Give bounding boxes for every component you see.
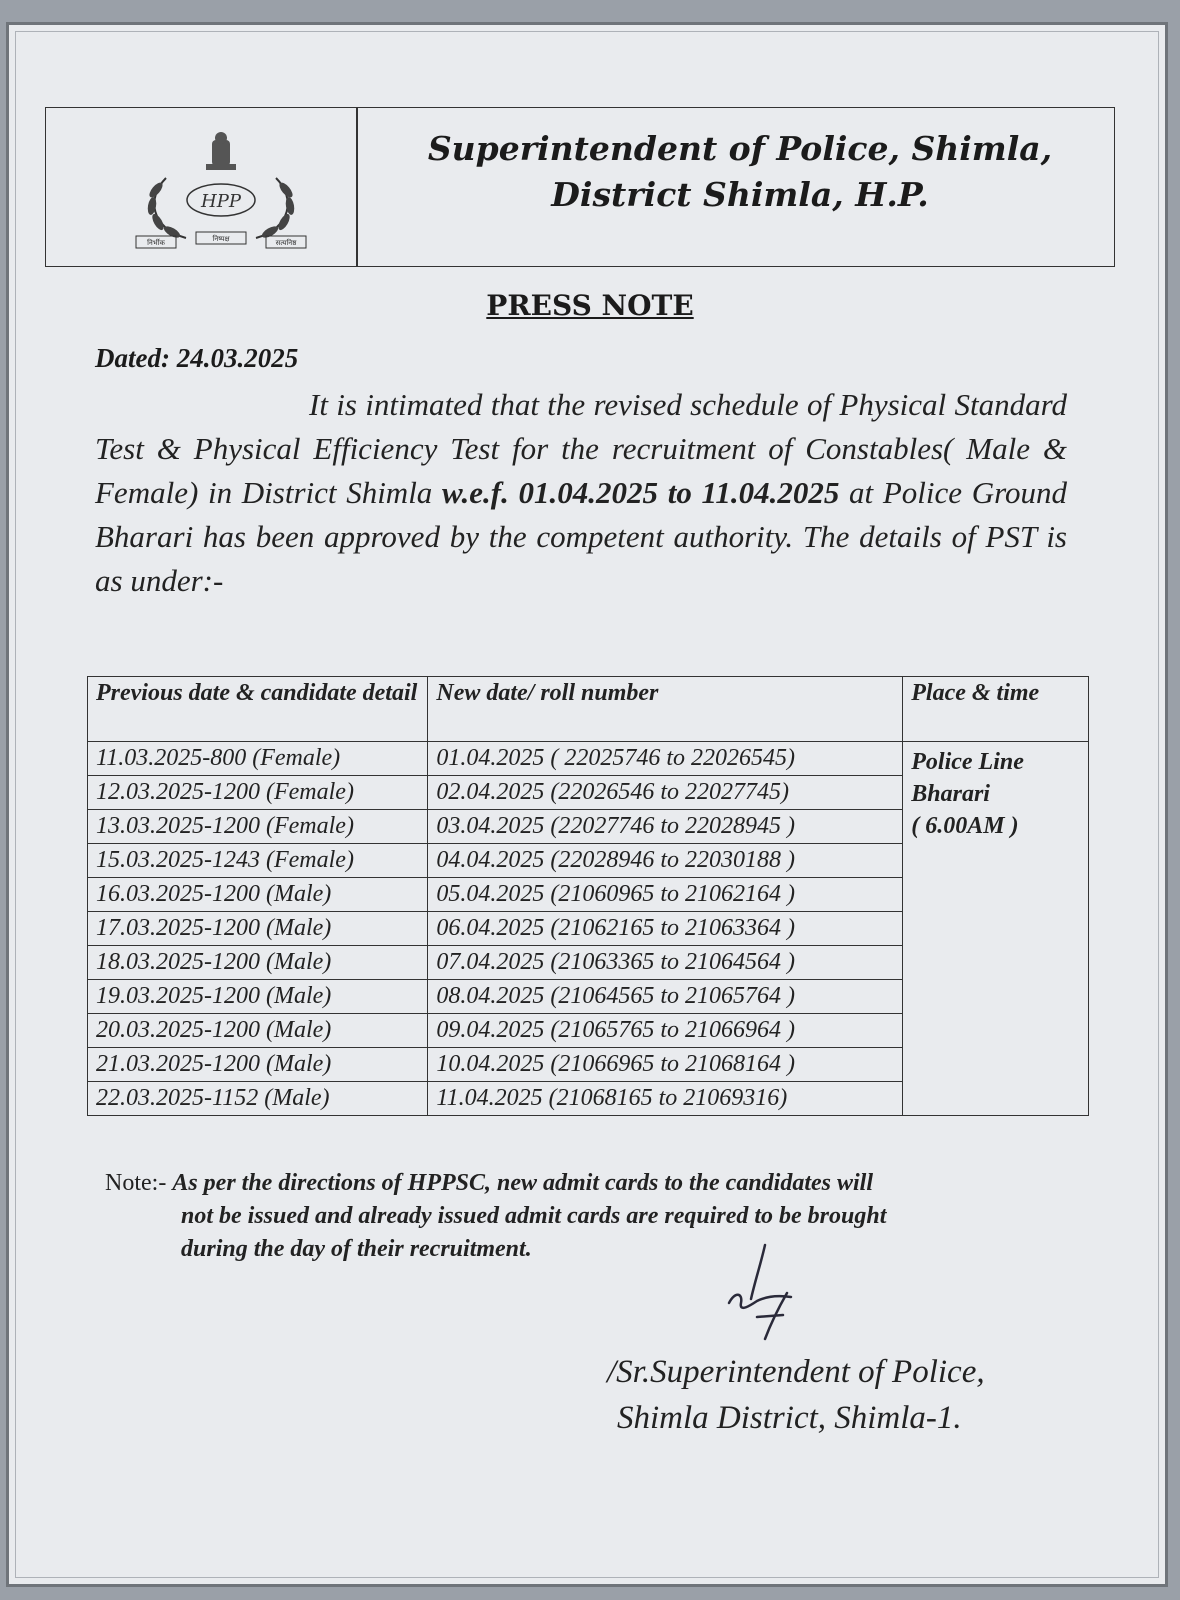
intro-dates: w.e.f. 01.04.2025 to 11.04.2025: [442, 475, 840, 510]
table-header-row: [88, 677, 1089, 742]
designation-line-2: Shimla District, Shimla-1.: [617, 1400, 962, 1436]
previous-date-cell: 17.03.2025-1200 (Male): [88, 912, 428, 946]
office-title-line2: District Shimla, H.P.: [551, 175, 929, 214]
previous-date-cell: 18.03.2025-1200 (Male): [88, 946, 428, 980]
pst-schedule-table: [87, 676, 1089, 1116]
table-row: [88, 742, 1089, 776]
new-date-cell: 08.04.2025 (21064565 to 21065764 ): [428, 980, 903, 1014]
intro-text-1: It is intimated that the revised schedule of Physical Standard Test & Physical Efficiency Test for the recruitment of Constables( Male & Female) in District Shimla: [95, 387, 1067, 510]
place-line-3: ( 6.00AM ): [911, 813, 1019, 839]
intro-text-2: at Police Ground Bharari has been approved by the competent authority. The details of PST is as under:-: [95, 475, 1068, 598]
new-date-cell: 09.04.2025 (21065765 to 21066964 ): [428, 1014, 903, 1048]
note-label: Note:-: [105, 1170, 167, 1196]
header-place-time: Place & time: [903, 677, 1089, 742]
dated-line: Dated: 24.03.2025: [95, 343, 299, 373]
place-line-2: Bharari: [911, 781, 990, 807]
emblem-motto-2: निष्पक्ष: [212, 235, 230, 243]
previous-date-cell: 13.03.2025-1200 (Female): [88, 810, 428, 844]
previous-date-cell: 20.03.2025-1200 (Male): [88, 1014, 428, 1048]
signature-mark: [721, 1243, 811, 1343]
new-date-cell: 04.04.2025 (22028946 to 22030188 ): [428, 844, 903, 878]
new-date-cell: 10.04.2025 (21066965 to 21068164 ): [428, 1048, 903, 1082]
letterhead: [45, 107, 1115, 267]
note-line-3: during the day of their recruitment.: [181, 1236, 532, 1262]
previous-date-cell: 11.03.2025-800 (Female): [88, 742, 428, 776]
intro-paragraph: [95, 383, 1067, 603]
note-line-2: not be issued and already issued admit cards are required to be brought: [181, 1203, 887, 1229]
new-date-cell: 05.04.2025 (21060965 to 21062164 ): [428, 878, 903, 912]
new-date-cell: 01.04.2025 ( 22025746 to 22026545): [428, 742, 903, 776]
emblem-monogram: HPP: [201, 191, 241, 212]
previous-date-cell: 15.03.2025-1243 (Female): [88, 844, 428, 878]
designation-line-1: /Sr.Superintendent of Police,: [607, 1354, 985, 1390]
emblem-motto-3: सत्यनिष्ठ: [275, 239, 297, 247]
new-date-cell: 11.04.2025 (21068165 to 21069316): [428, 1082, 903, 1116]
new-date-cell: 02.04.2025 (22026546 to 22027745): [428, 776, 903, 810]
previous-date-cell: 12.03.2025-1200 (Female): [88, 776, 428, 810]
note-line-1: As per the directions of HPPSC, new admit cards to the candidates will: [172, 1170, 874, 1196]
header-new-date: New date/ roll number: [428, 677, 903, 742]
press-note-title: PRESS NOTE: [486, 289, 694, 322]
hp-police-emblem: [126, 128, 316, 258]
header-divider: [356, 108, 358, 266]
new-date-cell: 03.04.2025 (22027746 to 22028945 ): [428, 810, 903, 844]
header-previous-date: Previous date & candidate detail: [88, 677, 428, 742]
office-title: [370, 126, 1110, 218]
previous-date-cell: 16.03.2025-1200 (Male): [88, 878, 428, 912]
designation-block: [607, 1349, 1067, 1441]
document-page: [6, 22, 1168, 1587]
previous-date-cell: 21.03.2025-1200 (Male): [88, 1048, 428, 1082]
place-line-1: Police Line: [911, 749, 1024, 775]
previous-date-cell: 19.03.2025-1200 (Male): [88, 980, 428, 1014]
office-title-line1: Superintendent of Police, Shimla,: [427, 129, 1053, 168]
emblem-motto-1: निर्भीक: [147, 239, 165, 247]
new-date-cell: 07.04.2025 (21063365 to 21064564 ): [428, 946, 903, 980]
place-time-cell: [903, 742, 1089, 1116]
previous-date-cell: 22.03.2025-1152 (Male): [88, 1082, 428, 1116]
note-block: [105, 1167, 1077, 1266]
new-date-cell: 06.04.2025 (21062165 to 21063364 ): [428, 912, 903, 946]
